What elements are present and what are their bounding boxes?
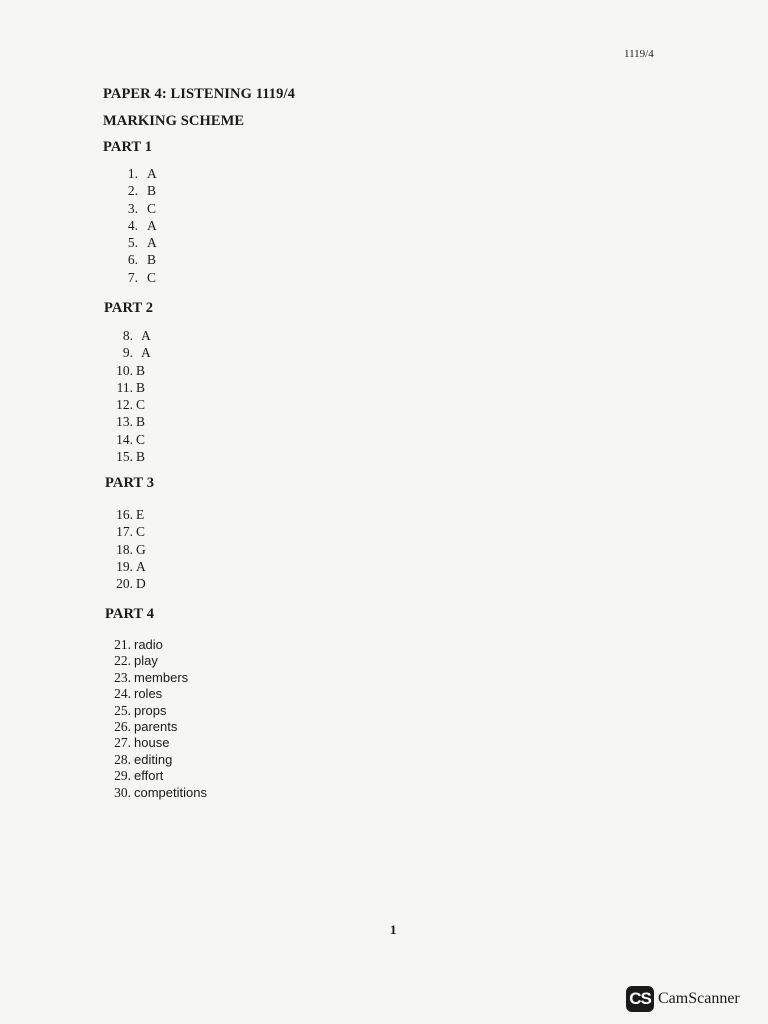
answer-value: A [141,345,151,361]
part-4-answers [111,637,207,801]
answer-value: C [147,200,157,216]
answer-value: B [147,252,157,268]
answer-value: radio [134,637,163,652]
answer-item [111,637,207,653]
question-number: 10. [116,362,133,378]
question-number: 24. [114,686,131,702]
answer-item [111,448,151,465]
question-number: 1. [127,166,138,181]
question-number: 25. [114,702,131,718]
answer-item [111,670,207,686]
part-4-heading: PART 4 [105,606,155,622]
answer-value: C [147,269,157,285]
question-number: 29. [114,768,131,784]
question-number: 11. [116,379,133,395]
answer-item [111,344,151,361]
answer-value: G [136,541,146,557]
answer-value: play [134,653,158,669]
answer-value: B [147,183,157,199]
answer-value: house [134,735,170,751]
answer-item [111,379,151,396]
answer-value: A [147,217,157,233]
question-number: 9. [122,345,133,361]
question-number: 15. [116,449,133,465]
answer-item [111,575,146,592]
question-number: 27. [114,735,131,751]
question-number: 20. [116,576,133,592]
answer-item [111,362,151,379]
question-number: 3. [127,200,138,216]
answer-item [111,785,207,801]
question-number: 28. [114,751,131,767]
answer-item [111,327,151,344]
answer-value: D [136,576,146,592]
document-subtitle: MARKING SCHEME [103,113,245,129]
question-number: 23. [114,669,131,685]
question-number: 13. [116,414,133,430]
answer-item [111,752,207,768]
answer-value: A [147,166,157,181]
question-number: 8. [122,328,133,343]
answer-value: E [136,507,145,522]
question-number: 21. [114,637,131,652]
answer-item [111,653,207,669]
answer-item [111,413,151,430]
part-1-answers [122,165,157,286]
answer-item [111,735,207,751]
answer-value: B [136,362,146,378]
question-number: 2. [127,183,138,199]
part-3-answers [111,506,146,592]
answer-item [111,719,207,735]
document-title: PAPER 4: LISTENING 1119/4 [103,86,295,102]
answer-item [111,523,146,540]
answer-item [111,396,151,413]
camscanner-watermark [626,986,740,1012]
answer-value: effort [134,768,164,784]
answer-value: props [134,702,167,718]
answer-item [122,182,157,199]
answer-value: C [136,431,146,447]
answer-item [122,234,157,251]
answer-item [111,686,207,702]
answer-value: A [141,328,151,343]
answer-item [111,506,146,523]
question-number: 19. [116,558,133,574]
answer-value: B [136,379,146,395]
part-2-heading: PART 2 [104,300,154,316]
answer-item [122,200,157,217]
answer-value: C [136,524,146,540]
answer-value: editing [134,751,173,767]
answer-value: competitions [134,784,207,800]
answer-value: A [136,558,146,574]
answer-item [111,431,151,448]
answer-item [122,269,157,286]
answer-item [111,703,207,719]
part-2-answers [111,327,151,465]
answer-item [111,768,207,784]
camscanner-text: CamScanner [658,990,740,1007]
question-number: 7. [127,269,138,285]
answer-item [111,558,146,575]
answer-item [111,541,146,558]
answer-value: members [134,669,189,685]
question-number: 5. [127,235,138,251]
answer-value: B [136,414,146,430]
answer-value: C [136,397,146,413]
part-1-heading: PART 1 [103,139,153,155]
answer-value: B [136,449,146,465]
answer-item [122,165,157,182]
question-number: 17. [116,524,133,540]
question-number: 14. [116,431,133,447]
question-number: 6. [127,252,138,268]
question-number: 26. [114,718,131,734]
answer-item [122,251,157,268]
camscanner-logo-icon: CS [626,986,654,1012]
answer-value: A [147,235,157,251]
answer-value: roles [134,686,163,702]
question-number: 16. [116,507,133,522]
answer-item [122,217,157,234]
page-number: 1 [390,922,397,937]
part-3-heading: PART 3 [105,475,155,491]
question-number: 4. [127,217,138,233]
question-number: 12. [116,397,133,413]
question-number: 18. [116,541,133,557]
answer-value: parents [134,718,178,734]
paper-code: 1119/4 [624,48,654,60]
question-number: 30. [114,784,131,800]
question-number: 22. [114,653,131,669]
